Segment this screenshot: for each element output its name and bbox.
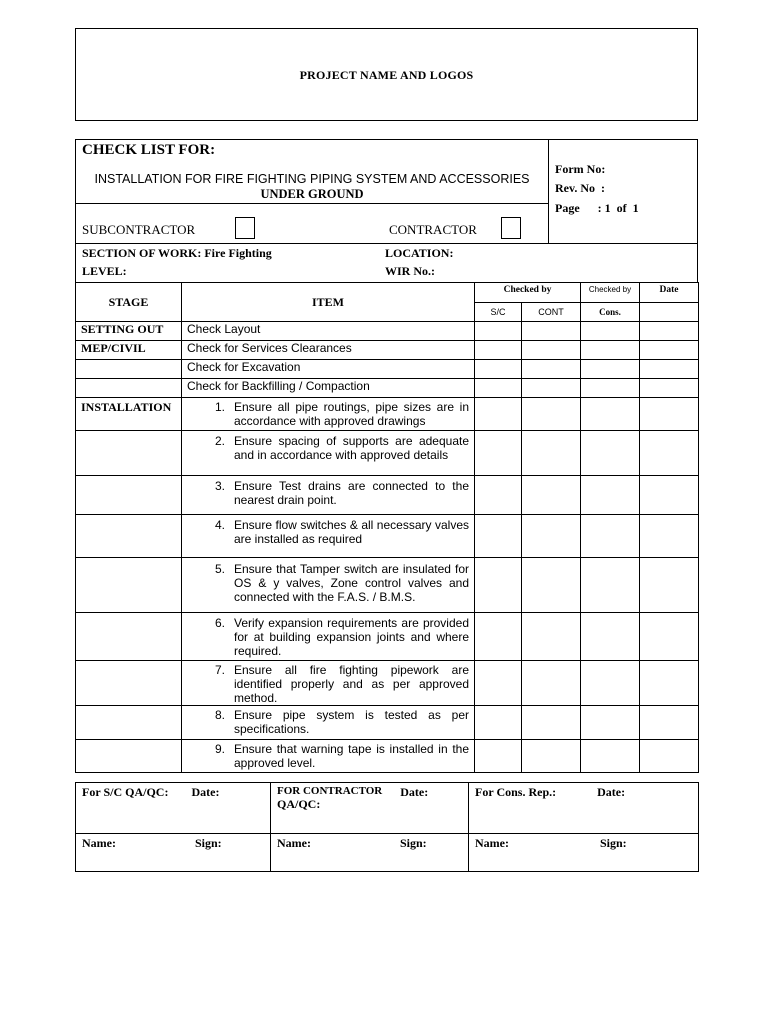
cell-cont[interactable]: [522, 341, 581, 360]
cell-cons[interactable]: [581, 341, 640, 360]
cell-cons[interactable]: [581, 360, 640, 379]
contractor-label: CONTRACTOR: [389, 222, 477, 237]
col-stage-header: STAGE: [76, 283, 182, 322]
cell-cons[interactable]: [581, 322, 640, 341]
item-text: Ensure all pipe routings, pipe sizes are in accordance with approved drawings: [234, 400, 469, 428]
level-label: LEVEL:: [82, 264, 127, 278]
contractor-name-label: Name:: [277, 836, 311, 850]
cell-cont[interactable]: [522, 515, 581, 558]
row-item: Check for Excavation: [182, 360, 475, 379]
table-row: [76, 740, 699, 773]
item-number: 6.: [214, 616, 225, 630]
row-item: Check for Services Clearances: [182, 341, 475, 360]
row-stage: [76, 476, 182, 515]
table-row: [76, 558, 699, 613]
cell-date[interactable]: [640, 360, 699, 379]
row-stage: MEP/CIVIL: [76, 341, 182, 360]
contractor-sign-label: Sign:: [399, 836, 427, 850]
col-checked-by-header: Checked by: [475, 283, 581, 303]
cell-date[interactable]: [640, 613, 699, 661]
item-number: 8.: [214, 708, 225, 722]
cons-rep-label: For Cons. Rep.:: [475, 785, 557, 799]
cell-sc[interactable]: [475, 740, 522, 773]
cons-date-label: Date:: [597, 785, 626, 799]
cons-name-label: Name:: [475, 836, 509, 850]
row-item: [182, 661, 475, 706]
cell-sc[interactable]: [475, 706, 522, 740]
section-of-work: SECTION OF WORK: Fire Fighting: [82, 246, 272, 260]
cell-cont[interactable]: [522, 379, 581, 398]
cell-sc[interactable]: [475, 379, 522, 398]
row-item: [182, 706, 475, 740]
item-text: Ensure spacing of supports are adequate and in accordance with approved details: [234, 434, 469, 462]
checklist-header: [75, 139, 698, 243]
cell-sc[interactable]: [475, 515, 522, 558]
contractor-sign-cell[interactable]: [271, 834, 469, 872]
col-sc-header: S/C: [475, 303, 522, 322]
form-no-label: Form No:: [555, 162, 606, 176]
cell-cons[interactable]: [581, 515, 640, 558]
table-row: [76, 431, 699, 476]
contractor-qaqc-cell[interactable]: [271, 783, 469, 834]
row-item: Check Layout: [182, 322, 475, 341]
row-item: [182, 613, 475, 661]
row-stage: INSTALLATION: [76, 398, 182, 431]
item-number: 4.: [214, 518, 225, 532]
cell-cont[interactable]: [522, 398, 581, 431]
table-row: [76, 398, 699, 431]
item-number: 5.: [214, 562, 225, 576]
cell-cont[interactable]: [522, 558, 581, 613]
cell-sc[interactable]: [475, 360, 522, 379]
sc-sign-label: Sign:: [194, 836, 222, 850]
cell-sc[interactable]: [475, 322, 522, 341]
cell-date[interactable]: [640, 398, 699, 431]
cell-date[interactable]: [640, 740, 699, 773]
checklist-table: [75, 282, 699, 773]
cell-cont[interactable]: [522, 431, 581, 476]
cell-cont[interactable]: [522, 322, 581, 341]
row-stage: [76, 558, 182, 613]
project-title: PROJECT NAME AND LOGOS: [299, 68, 474, 82]
row-stage: [76, 706, 182, 740]
item-text: Ensure flow switches & all necessary valves are installed as required: [234, 518, 469, 546]
item-number: 9.: [214, 742, 225, 756]
page-label: Page : 1 of 1: [555, 201, 639, 215]
cell-cons[interactable]: [581, 431, 640, 476]
row-item: Check for Backfilling / Compaction: [182, 379, 475, 398]
item-text: Ensure Test drains are connected to the nearest drain point.: [234, 479, 469, 507]
table-row: [76, 613, 699, 661]
section-info: [75, 243, 698, 283]
cons-rep-cell[interactable]: [469, 783, 699, 834]
col-cont-header: CONT: [522, 303, 581, 322]
cell-date[interactable]: [640, 515, 699, 558]
cell-cons[interactable]: [581, 740, 640, 773]
cell-date[interactable]: [640, 661, 699, 706]
col-item-header: ITEM: [182, 283, 475, 322]
table-row: [76, 341, 699, 360]
cell-cons[interactable]: [581, 379, 640, 398]
row-stage: [76, 515, 182, 558]
row-item: [182, 515, 475, 558]
cell-sc[interactable]: [475, 558, 522, 613]
cell-date[interactable]: [640, 379, 699, 398]
cell-sc[interactable]: [475, 661, 522, 706]
item-number: 7.: [214, 663, 225, 677]
row-stage: [76, 431, 182, 476]
for-contractor-label: FOR CONTRACTOR: [277, 785, 383, 797]
table-row: [76, 706, 699, 740]
cell-date[interactable]: [640, 431, 699, 476]
sc-name-label: Name:: [82, 836, 116, 850]
cell-cont[interactable]: [522, 476, 581, 515]
cell-cons[interactable]: [581, 476, 640, 515]
col-checked-by2-header: Checked by: [581, 283, 640, 303]
table-row: [76, 476, 699, 515]
cell-cont[interactable]: [522, 613, 581, 661]
cell-cont[interactable]: [522, 661, 581, 706]
table-row: [76, 322, 699, 341]
cell-date[interactable]: [640, 322, 699, 341]
row-stage: [76, 661, 182, 706]
cell-date[interactable]: [640, 558, 699, 613]
signature-table: [75, 782, 699, 872]
contractor-checkbox[interactable]: [501, 217, 521, 239]
cell-sc[interactable]: [475, 431, 522, 476]
cell-date[interactable]: [640, 341, 699, 360]
project-header-box: [75, 28, 698, 121]
cell-sc[interactable]: [475, 341, 522, 360]
col-date-header: Date: [640, 283, 699, 303]
checklist-title: INSTALLATION FOR FIRE FIGHTING PIPING SYSTEM AND ACCESSORIES: [94, 172, 530, 186]
table-row: [76, 360, 699, 379]
subcontractor-checkbox[interactable]: [235, 217, 255, 239]
wir-no-label: WIR No.:: [385, 264, 435, 278]
cell-cont[interactable]: [522, 740, 581, 773]
cell-sc[interactable]: [475, 398, 522, 431]
cons-sign-label: Sign:: [599, 836, 627, 850]
table-row: [76, 661, 699, 706]
cell-cons[interactable]: [581, 613, 640, 661]
row-stage: [76, 613, 182, 661]
sc-qaqc-label: For S/C QA/QC:: [82, 785, 169, 799]
item-text: Ensure that Tamper switch are insulated for OS & y valves, Zone control valves and connected with the F.A.S. / B.M.S.: [234, 562, 469, 604]
row-item: [182, 476, 475, 515]
cell-cont[interactable]: [522, 706, 581, 740]
col-cons-header: Cons.: [581, 303, 640, 322]
rev-no-label: Rev. No :: [555, 181, 605, 195]
item-number: 1.: [214, 400, 225, 414]
row-stage: [76, 360, 182, 379]
sc-qaqc-cell[interactable]: [76, 783, 271, 834]
row-item: [182, 398, 475, 431]
cell-cons[interactable]: [581, 661, 640, 706]
cell-cons[interactable]: [581, 558, 640, 613]
row-item: [182, 558, 475, 613]
item-text: Ensure all fire fighting pipework are identified properly and as per approved method.: [234, 663, 469, 705]
cons-sign-cell[interactable]: [469, 834, 699, 872]
item-text: Verify expansion requirements are provided for at building expansion joints and where required.: [234, 616, 469, 658]
item-text: Ensure pipe system is tested as per specifications.: [234, 708, 469, 736]
cell-cont[interactable]: [522, 360, 581, 379]
cell-date[interactable]: [640, 706, 699, 740]
contractor-qaqc-label: QA/QC:: [277, 797, 321, 811]
location-label: LOCATION:: [385, 246, 454, 260]
row-stage: [76, 740, 182, 773]
cell-cons[interactable]: [581, 706, 640, 740]
item-text: Ensure that warning tape is installed in the approved level.: [234, 742, 469, 770]
row-stage: [76, 379, 182, 398]
table-row: [76, 515, 699, 558]
checklist-subtitle: UNDER GROUND: [260, 187, 364, 201]
cell-sc[interactable]: [475, 476, 522, 515]
row-item: [182, 431, 475, 476]
cell-date[interactable]: [640, 476, 699, 515]
sc-date-label: Date:: [191, 785, 220, 799]
cell-sc[interactable]: [475, 613, 522, 661]
contractor-date-label: Date:: [400, 785, 429, 799]
item-number: 3.: [214, 479, 225, 493]
check-list-for-label: CHECK LIST FOR:: [82, 142, 216, 158]
item-number: 2.: [214, 434, 225, 448]
sc-sign-cell[interactable]: [76, 834, 271, 872]
row-stage: SETTING OUT: [76, 322, 182, 341]
subcontractor-label: SUBCONTRACTOR: [82, 222, 196, 237]
cell-cons[interactable]: [581, 398, 640, 431]
table-row: [76, 379, 699, 398]
row-item: [182, 740, 475, 773]
